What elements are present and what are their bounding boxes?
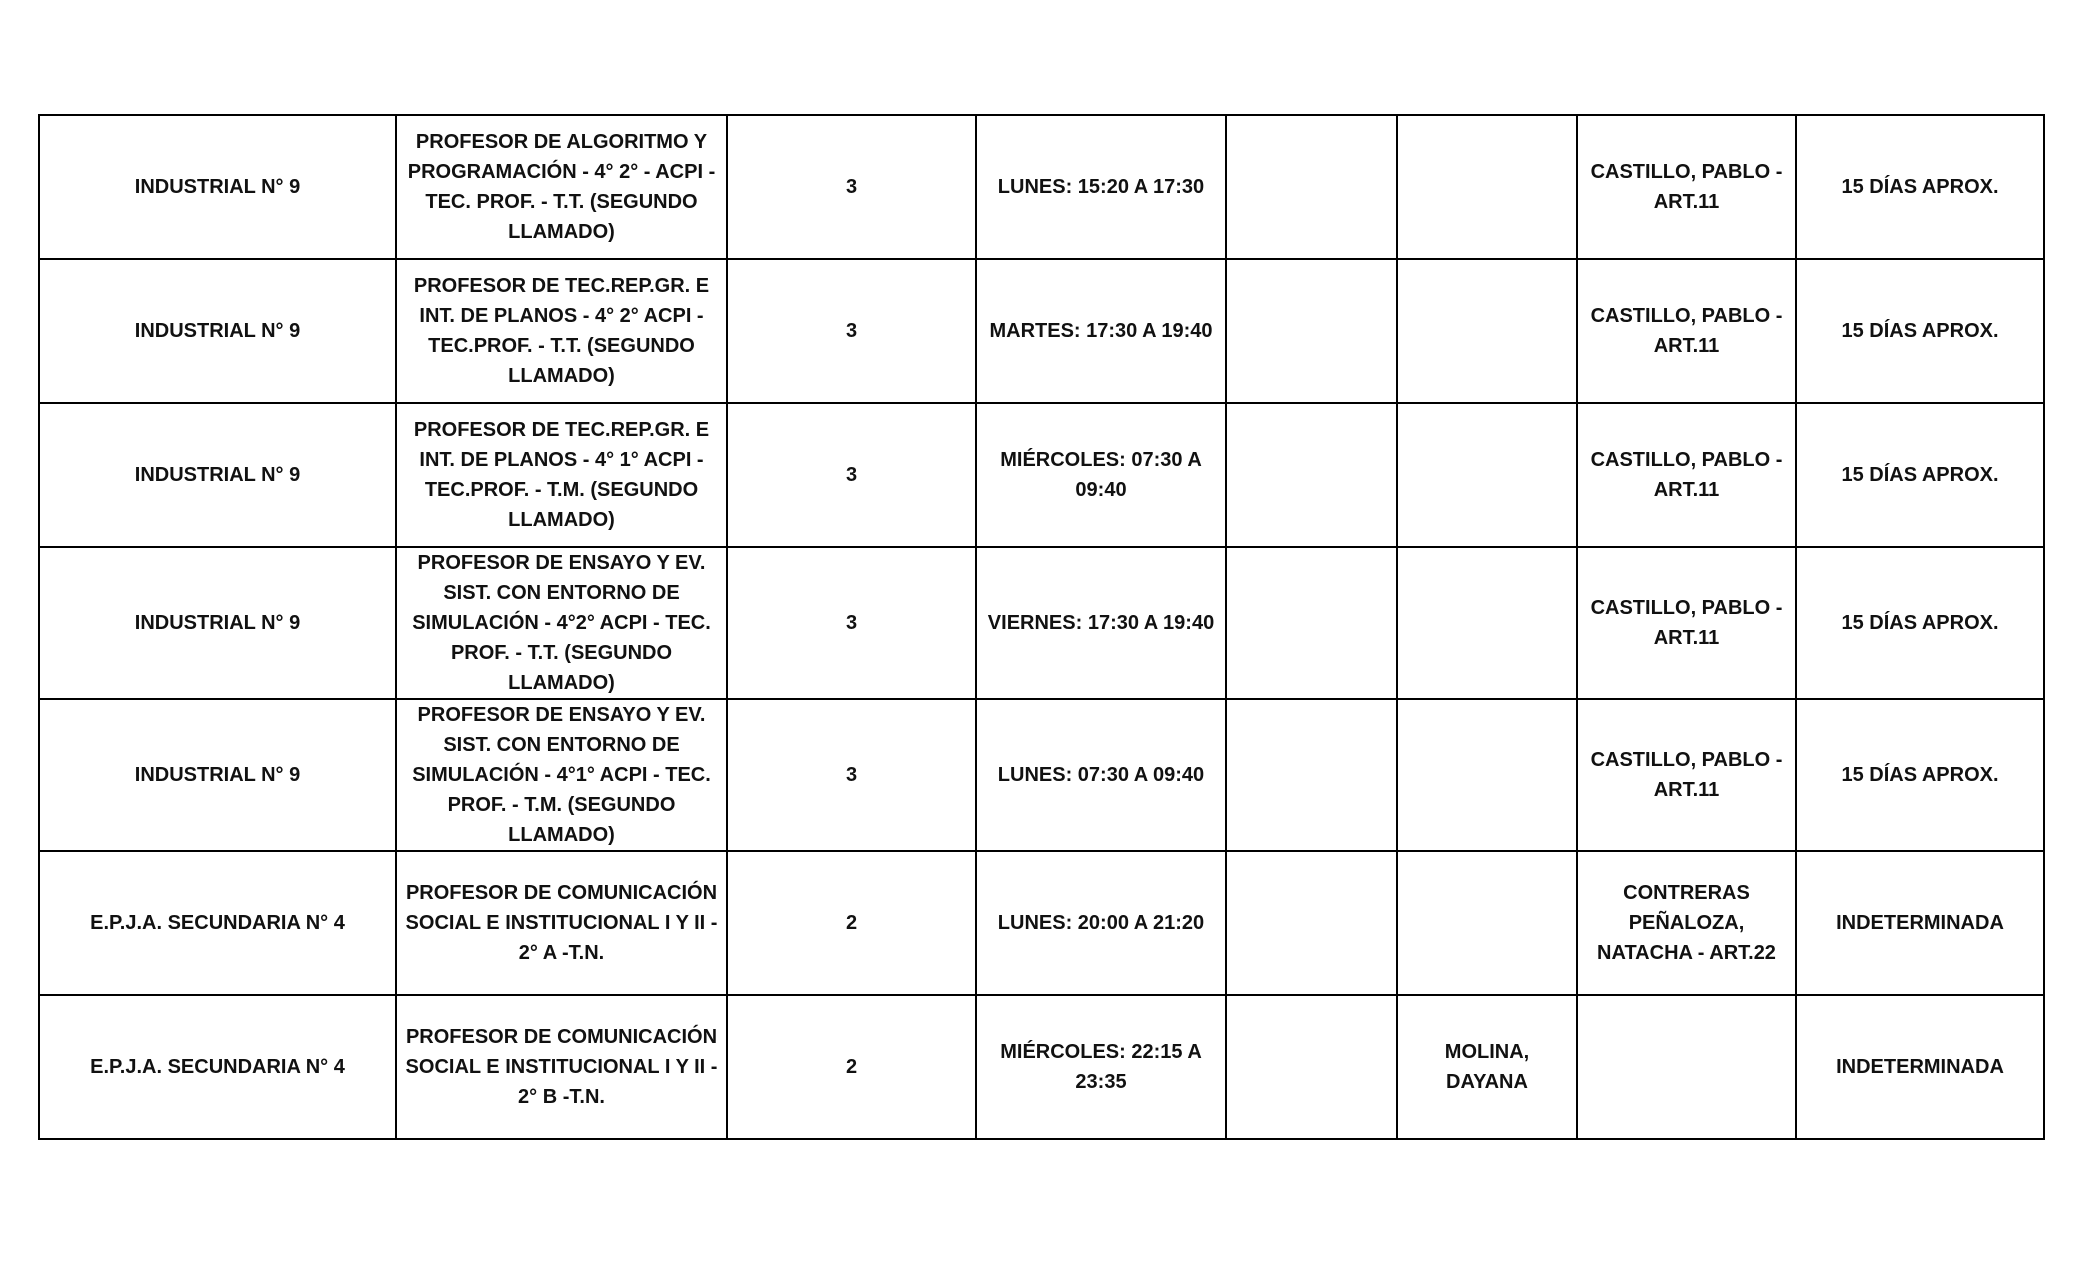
duration-cell: 15 DÍAS APROX. [1796, 115, 2044, 259]
schedule-cell: LUNES: 15:20 A 17:30 [976, 115, 1226, 259]
hours-cell: 2 [727, 851, 976, 995]
table-row [39, 547, 2044, 699]
duration-cell: 15 DÍAS APROX. [1796, 699, 2044, 851]
position-cell: PROFESOR DE ALGORITMO Y PROGRAMACIÓN - 4° 2° - ACPI - TEC. PROF. - T.T. (SEGUNDO LLAMADO) [396, 115, 727, 259]
empty-cell [1226, 547, 1397, 699]
schedule-cell: LUNES: 20:00 A 21:20 [976, 851, 1226, 995]
holder-cell: CASTILLO, PABLO - ART.11 [1577, 547, 1796, 699]
empty-cell [1226, 259, 1397, 403]
school-cell: E.P.J.A. SECUNDARIA N° 4 [39, 851, 396, 995]
substitute-cell [1397, 403, 1577, 547]
school-cell: INDUSTRIAL N° 9 [39, 115, 396, 259]
hours-cell: 3 [727, 259, 976, 403]
empty-cell [1226, 995, 1397, 1139]
position-cell: PROFESOR DE ENSAYO Y EV. SIST. CON ENTORNO DE SIMULACIÓN - 4°1° ACPI - TEC. PROF. - T.M. (SEGUNDO LLAMADO) [396, 699, 727, 851]
hours-cell: 3 [727, 115, 976, 259]
holder-cell: CASTILLO, PABLO - ART.11 [1577, 699, 1796, 851]
school-cell: INDUSTRIAL N° 9 [39, 699, 396, 851]
school-cell: INDUSTRIAL N° 9 [39, 403, 396, 547]
substitute-cell [1397, 851, 1577, 995]
position-cell: PROFESOR DE COMUNICACIÓN SOCIAL E INSTITUCIONAL I Y II - 2° B -T.N. [396, 995, 727, 1139]
vacancies-table [38, 114, 2045, 1140]
empty-cell [1226, 699, 1397, 851]
position-cell: PROFESOR DE COMUNICACIÓN SOCIAL E INSTITUCIONAL I Y II - 2° A -T.N. [396, 851, 727, 995]
duration-cell: 15 DÍAS APROX. [1796, 259, 2044, 403]
substitute-cell [1397, 259, 1577, 403]
substitute-cell [1397, 699, 1577, 851]
schedule-cell: MARTES: 17:30 A 19:40 [976, 259, 1226, 403]
holder-cell: CONTRERAS PEÑALOZA, NATACHA - ART.22 [1577, 851, 1796, 995]
table-row [39, 403, 2044, 547]
table-body [39, 115, 2044, 1139]
substitute-cell [1397, 547, 1577, 699]
schedule-cell: MIÉRCOLES: 07:30 A 09:40 [976, 403, 1226, 547]
duration-cell: 15 DÍAS APROX. [1796, 547, 2044, 699]
duration-cell: INDETERMINADA [1796, 995, 2044, 1139]
table-row [39, 995, 2044, 1139]
school-cell: INDUSTRIAL N° 9 [39, 259, 396, 403]
holder-cell [1577, 995, 1796, 1139]
school-cell: E.P.J.A. SECUNDARIA N° 4 [39, 995, 396, 1139]
duration-cell: 15 DÍAS APROX. [1796, 403, 2044, 547]
schedule-cell: LUNES: 07:30 A 09:40 [976, 699, 1226, 851]
substitute-cell: MOLINA, DAYANA [1397, 995, 1577, 1139]
schedule-cell: VIERNES: 17:30 A 19:40 [976, 547, 1226, 699]
empty-cell [1226, 403, 1397, 547]
table-row [39, 851, 2044, 995]
holder-cell: CASTILLO, PABLO - ART.11 [1577, 259, 1796, 403]
empty-cell [1226, 115, 1397, 259]
table-row [39, 259, 2044, 403]
position-cell: PROFESOR DE ENSAYO Y EV. SIST. CON ENTORNO DE SIMULACIÓN - 4°2° ACPI - TEC. PROF. - T.T. (SEGUNDO LLAMADO) [396, 547, 727, 699]
holder-cell: CASTILLO, PABLO - ART.11 [1577, 115, 1796, 259]
hours-cell: 3 [727, 699, 976, 851]
holder-cell: CASTILLO, PABLO - ART.11 [1577, 403, 1796, 547]
hours-cell: 3 [727, 547, 976, 699]
substitute-cell [1397, 115, 1577, 259]
empty-cell [1226, 851, 1397, 995]
position-cell: PROFESOR DE TEC.REP.GR. E INT. DE PLANOS - 4° 1° ACPI - TEC.PROF. - T.M. (SEGUNDO LLAMADO) [396, 403, 727, 547]
hours-cell: 2 [727, 995, 976, 1139]
schedule-cell: MIÉRCOLES: 22:15 A 23:35 [976, 995, 1226, 1139]
table-row [39, 115, 2044, 259]
duration-cell: INDETERMINADA [1796, 851, 2044, 995]
position-cell: PROFESOR DE TEC.REP.GR. E INT. DE PLANOS - 4° 2° ACPI - TEC.PROF. - T.T. (SEGUNDO LLAMADO) [396, 259, 727, 403]
school-cell: INDUSTRIAL N° 9 [39, 547, 396, 699]
table-row [39, 699, 2044, 851]
hours-cell: 3 [727, 403, 976, 547]
